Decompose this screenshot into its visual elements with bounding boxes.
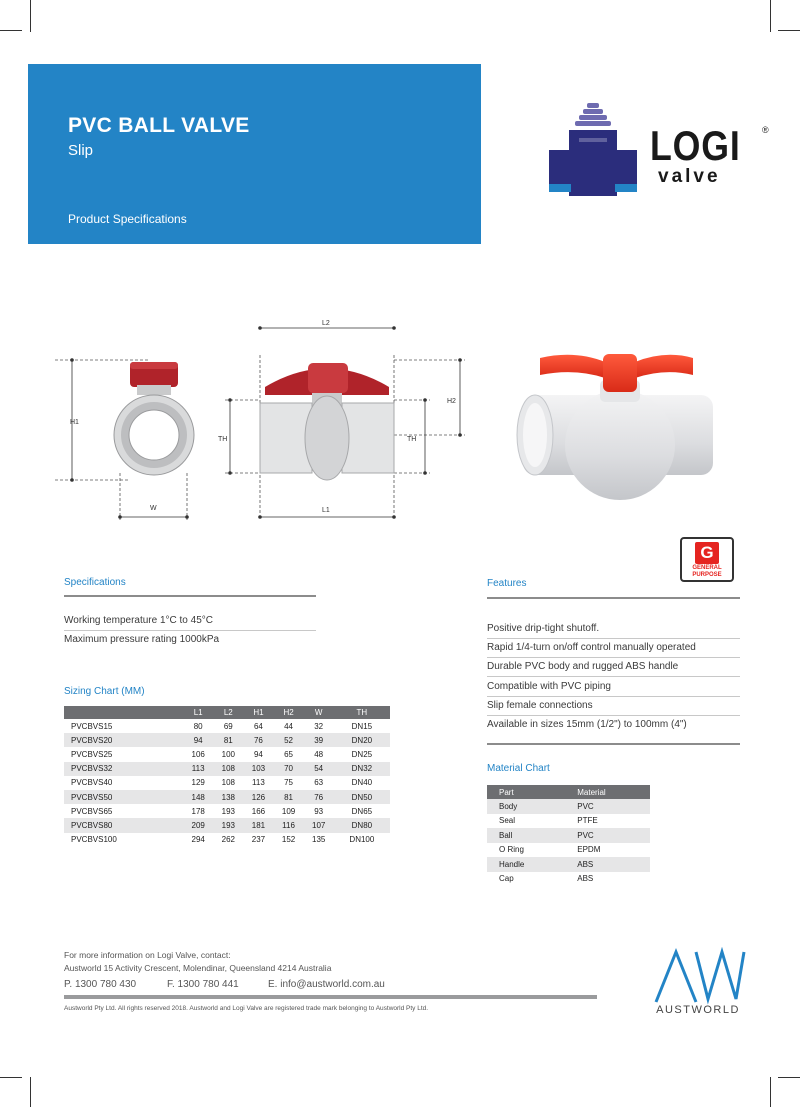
dimension-cell: 81 [213,733,243,747]
table-row [64,747,390,761]
part-cell: Ball [487,828,565,843]
footer-rule [64,995,597,999]
dimension-cell: 138 [213,790,243,804]
material-cell: PVC [565,799,650,814]
dimension-cell: 65 [284,749,294,759]
dimension-cell: 116 [274,818,304,832]
table-row [64,833,390,847]
dimension-cell: 166 [251,806,266,816]
label-l2: L2 [322,320,330,327]
table-row [64,733,390,747]
sizing-col-header: H2 [274,706,304,719]
dimension-cell: 81 [274,790,304,804]
dimension-cell: 126 [243,790,273,804]
footer-legal: Austworld Pty Ltd. All rights reserved 2018. Austworld and Logi Valve are registered trade mark belonging to Austworld Pty Ltd. [64,1005,429,1012]
table-row [487,814,650,829]
dimension-cell: 32 [314,721,324,731]
crop-mark [770,1077,771,1107]
footer-address: Austworld 15 Activity Crescent, Molendinar, Queensland 4214 Australia [64,963,332,973]
label-th-right: TH [407,436,417,443]
sizing-col-header: L2 [213,706,243,719]
material-chart-heading: Material Chart [487,763,550,774]
logo-sub: valve [658,166,721,187]
feature-divider [487,676,740,677]
product-code-cell: PVCBVS40 [71,778,113,788]
badge-line1: GENERAL [692,565,722,571]
badge-letter: G [695,542,719,564]
dimension-cell: 108 [221,778,235,788]
dimension-cell: 129 [191,778,205,788]
dimension-cell: 103 [243,762,273,776]
feature-item: Slip female connections [487,699,593,711]
dimension-cell: 63 [314,778,324,788]
table-row [64,790,390,804]
material-cell: EPDM [577,845,601,855]
feature-item: Durable PVC body and rugged ABS handle [487,661,679,673]
specifications-rule [64,595,316,597]
dimension-cell: DN65 [351,806,373,816]
specifications-heading: Specifications [64,577,126,588]
dimension-cell: 76 [304,790,334,804]
material-cell: ABS [565,857,650,872]
crop-mark [0,30,22,31]
dimension-cell: DN40 [351,778,373,788]
section-label: Product Specifications [68,212,187,226]
dimension-cell: 94 [253,749,263,759]
product-code-cell: PVCBVS65 [71,806,113,816]
dimension-cell: 209 [183,818,213,832]
dimension-cell: 181 [243,818,273,832]
product-code-cell: PVCBVS25 [71,749,113,759]
dimension-cell: 70 [274,762,304,776]
features-bottom-rule [487,743,740,745]
footer-email[interactable]: E. info@austworld.com.au [268,979,385,990]
badge-line2: PURPOSE [692,572,722,578]
crop-mark [0,1077,22,1078]
spec-divider [64,630,316,631]
dimension-cell: 108 [213,762,243,776]
sizing-col-header [64,706,183,719]
dimension-cell: 109 [281,806,296,816]
table-row [64,762,390,776]
table-row [487,799,650,814]
logo-word: LOGI [650,122,741,169]
label-h1: H1 [70,419,79,426]
material-col-header: Part [487,785,565,799]
crop-mark [30,1077,31,1107]
table-row [487,857,650,872]
dimension-cell: 64 [253,721,263,731]
part-cell: Cap [499,874,514,884]
crop-mark [778,1077,800,1078]
dimension-cell: 94 [183,733,213,747]
spec-line-1: Working temperature 1°C to 45°C [64,615,213,626]
dimension-cell: DN20 [334,733,390,747]
dimension-cell: 93 [314,806,324,816]
dimension-cell: 193 [213,818,243,832]
feature-divider [487,715,740,716]
product-subtitle: Slip [68,142,94,159]
feature-item: Compatible with PVC piping [487,680,611,692]
part-cell: Seal [499,816,516,826]
dimension-cell: DN25 [351,749,373,759]
feature-divider [487,657,740,658]
table-row [64,818,390,832]
material-chart-table [487,785,650,886]
features-rule [487,597,740,599]
sizing-col-header: W [304,706,334,719]
dimension-cell: 178 [191,806,205,816]
product-title: PVC BALL VALVE [68,114,250,137]
table-row [487,828,650,843]
sizing-chart-heading: Sizing Chart (MM) [64,686,145,697]
feature-item: Available in sizes 15mm (1/2") to 100mm (4") [487,719,687,730]
austworld-wordmark: AUSTWORLD [656,1004,740,1016]
feature-divider [487,696,740,697]
dimension-drawing [50,315,490,535]
dimension-cell: 48 [314,749,324,759]
features-heading: Features [487,578,527,589]
sizing-col-header: L1 [183,706,213,719]
badge-text [682,565,732,579]
part-cell: Handle [487,857,565,872]
label-w: W [150,505,157,512]
label-l1: L1 [322,507,330,514]
part-cell: Body [487,799,565,814]
product-photo [505,340,735,510]
logo-wordmark [650,122,769,187]
crop-mark [778,30,800,31]
feature-item: Positive drip-tight shutoff. [487,623,600,634]
table-row [487,872,650,887]
dimension-cell: DN32 [334,762,390,776]
dimension-cell: 113 [183,762,213,776]
dimension-cell: 106 [191,749,205,759]
dimension-cell: 113 [252,778,265,788]
footer-info-line1: For more information on Logi Valve, contact: [64,950,231,960]
dimension-cell: 54 [304,762,334,776]
crop-mark [30,0,31,32]
sizing-col-header: TH [334,706,390,719]
material-header-row [487,785,650,799]
dimension-cell: 100 [221,749,235,759]
label-th-left: TH [218,436,228,443]
spec-line-2: Maximum pressure rating 1000kPa [64,634,220,645]
sizing-chart-table [64,706,390,847]
product-code-cell: PVCBVS100 [71,835,117,845]
part-cell: O Ring [499,845,524,855]
table-row [487,843,650,858]
material-col-header: Material [565,785,650,799]
product-code-cell: PVCBVS15 [71,721,113,731]
material-cell: PTFE [577,816,598,826]
dimension-cell: 193 [221,806,235,816]
general-purpose-badge [680,537,734,582]
registered-mark: ® [762,125,769,135]
dimension-cell: 80 [193,721,203,731]
feature-item: Rapid 1/4-turn on/off control manually operated [487,642,696,654]
dimension-cell: 39 [304,733,334,747]
table-row [64,719,390,733]
material-cell: PVC [565,828,650,843]
dimension-cell: 262 [221,835,235,845]
header-banner [28,64,481,244]
product-code-cell: PVCBVS20 [64,733,183,747]
dimension-cell: 76 [243,733,273,747]
product-code-cell: PVCBVS32 [64,762,183,776]
sizing-header-row [64,706,390,719]
product-code-cell: PVCBVS80 [64,818,183,832]
table-row [64,804,390,818]
dimension-cell: DN100 [349,835,375,845]
footer-phone: P. 1300 780 430 [64,979,137,990]
dimension-cell: 44 [284,721,294,731]
crop-mark [770,0,771,32]
dimension-cell: 148 [183,790,213,804]
dimension-cell: 75 [284,778,294,788]
dimension-cell: 237 [251,835,266,845]
product-code-cell: PVCBVS50 [64,790,183,804]
table-row [64,776,390,790]
dimension-cell: 52 [274,733,304,747]
dimension-cell: 107 [304,818,334,832]
sizing-col-header: H1 [243,706,273,719]
dimension-cell: DN15 [351,721,373,731]
footer-fax: F. 1300 780 441 [167,979,239,990]
dimension-cell: DN80 [334,818,390,832]
label-h2: H2 [447,398,456,405]
dimension-cell: 294 [191,835,205,845]
dimension-cell: 69 [223,721,233,731]
dimension-cell: 152 [281,835,296,845]
dimension-cell: DN50 [334,790,390,804]
dimension-cell: 135 [312,835,326,845]
material-cell: ABS [577,874,594,884]
feature-divider [487,638,740,639]
